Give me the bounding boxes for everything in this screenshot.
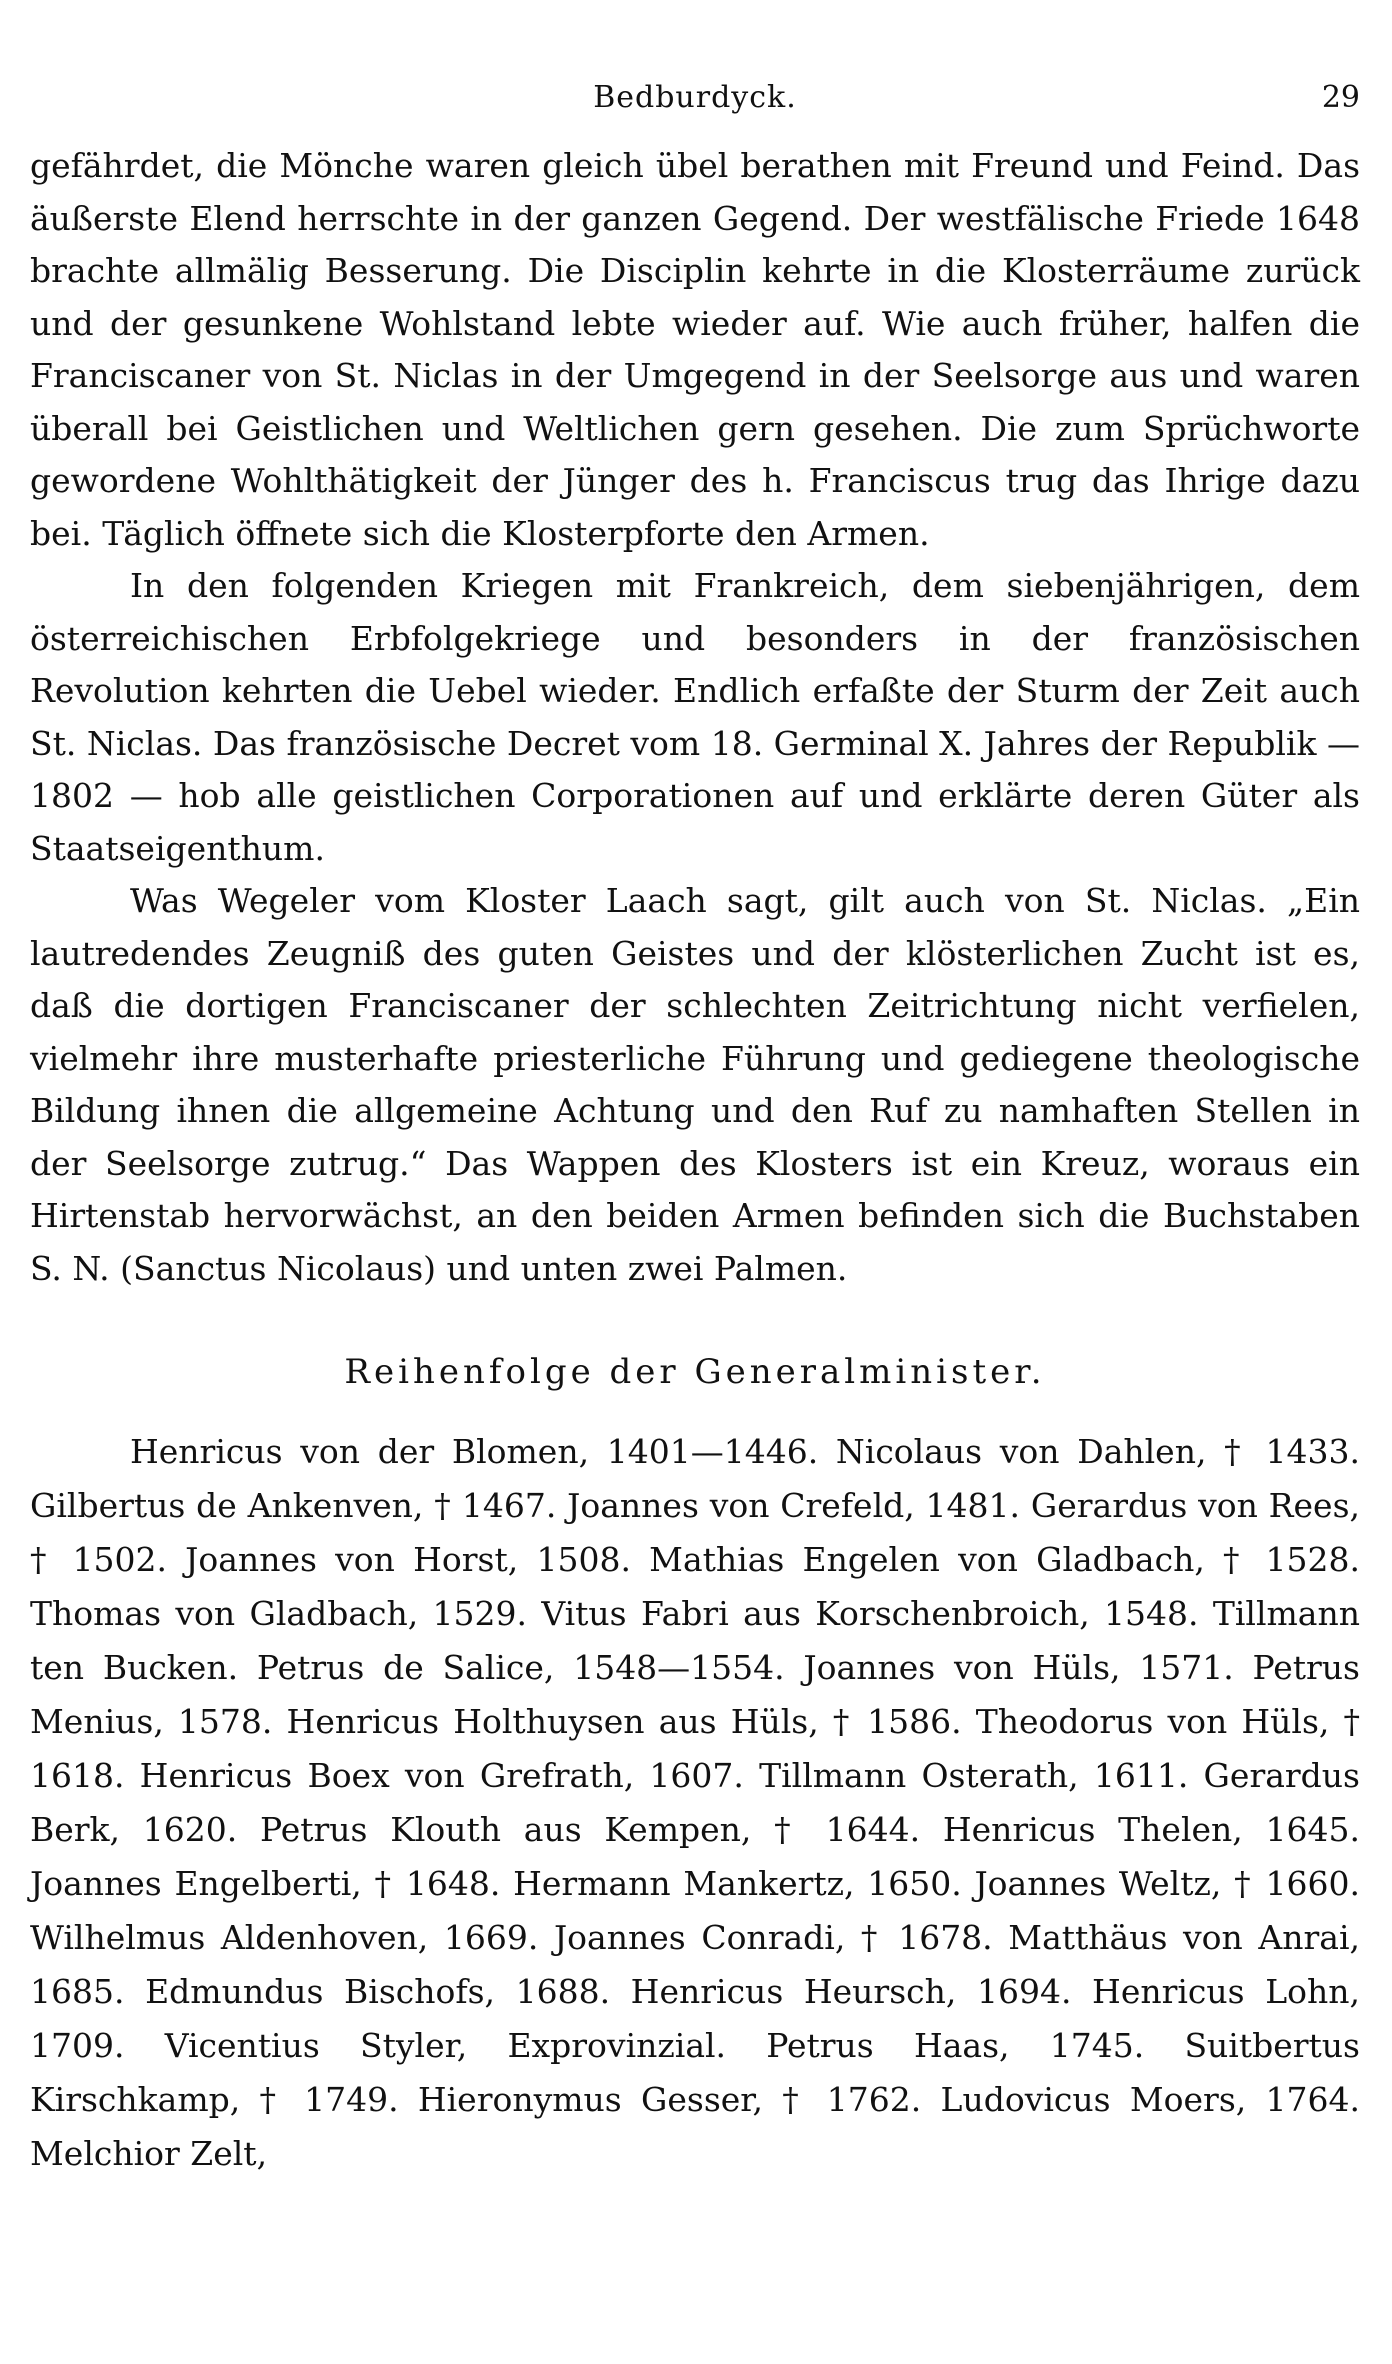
paragraph: In den folgenden Kriegen mit Frankreich, dem siebenjährigen, dem österreichischen Erbfolgekriege und besonders in der französischen Revolution kehrten die Uebel wieder. Endlich erfaßte der Sturm der Zeit auch St. Niclas. Das französische Decret vom 18. Germinal X. Jahres der Republik — 1802 — hob alle geistlichen Corporationen auf und erklärte deren Güter als Staatseigenthum. [30, 566, 1360, 868]
page-header [30, 70, 1360, 130]
book-page [30, 70, 1360, 2181]
paragraph: gefährdet, die Mönche waren gleich übel berathen mit Freund und Feind. Das äußerste Elend herrschte in der ganzen Gegend. Der westfälische Friede 1648 brachte allmälig Besserung. Die Disciplin kehrte in die Klosterräume zurück und der gesunkene Wohlstand lebte wieder auf. Wie auch früher, halfen die Franciscaner von St. Niclas in der Umgegend in der Seelsorge aus und waren überall bei Geistlichen und Weltlichen gern gesehen. Die zum Sprüchworte gewordene Wohlthätigkeit der Jünger des h. Franciscus trug das Ihrige dazu bei. Täglich öffnete sich die Klosterpforte den Armen. [30, 146, 1360, 553]
body-text [30, 140, 1360, 2181]
running-title: Bedburdyck. [593, 80, 797, 115]
generalminister-list: Henricus von der Blomen, 1401—1446. Nicolaus von Dahlen, † 1433. Gilbertus de Ankenven, † 1467. Joannes von Crefeld, 1481. Gerardus von Rees, † 1502. Joannes von Horst, 1508. Mathias Engelen von Gladbach, † 1528. Thomas von Gladbach, 1529. Vitus Fabri aus Korschenbroich, 1548. Tillmann ten Bucken. Petrus de Salice, 1548—1554. Joannes von Hüls, 1571. Petrus Menius, 1578. Henricus Holthuysen aus Hüls, † 1586. Theodorus von Hüls, † 1618. Henricus Boex von Grefrath, 1607. Tillmann Osterath, 1611. Gerardus Berk, 1620. Petrus Klouth aus Kempen, † 1644. Henricus Thelen, 1645. Joannes Engelberti, † 1648. Hermann Mankertz, 1650. Joannes Weltz, † 1660. Wilhelmus Aldenhoven, 1669. Joannes Conradi, † 1678. Matthäus von Anrai, 1685. Edmundus Bischofs, 1688. Henricus Heursch, 1694. Henricus Lohn, 1709. Vicentius Styler, Exprovinzial. Petrus Haas, 1745. Suitbertus Kirschkamp, † 1749. Hieronymus Gesser, † 1762. Ludovicus Moers, 1764. Melchior Zelt, [30, 1432, 1360, 2173]
section-heading: Reihenfolge der Generalminister. [344, 1352, 1046, 1392]
page-number: 29 [1321, 80, 1360, 115]
paragraph: Was Wegeler vom Kloster Laach sagt, gilt auch von St. Niclas. „Ein lautredendes Zeugniß des guten Geistes und der klösterlichen Zucht ist es, daß die dortigen Franciscaner der schlechten Zeitrichtung nicht verfielen, vielmehr ihre musterhafte priesterliche Führung und gediegene theologische Bildung ihnen die allgemeine Achtung und den Ruf zu namhaften Stellen in der Seelsorge zutrug.“ Das Wappen des Klosters ist ein Kreuz, woraus ein Hirtenstab hervorwächst, an den beiden Armen befinden sich die Buchstaben S. N. (Sanctus Nicolaus) und unten zwei Palmen. [30, 881, 1360, 1288]
